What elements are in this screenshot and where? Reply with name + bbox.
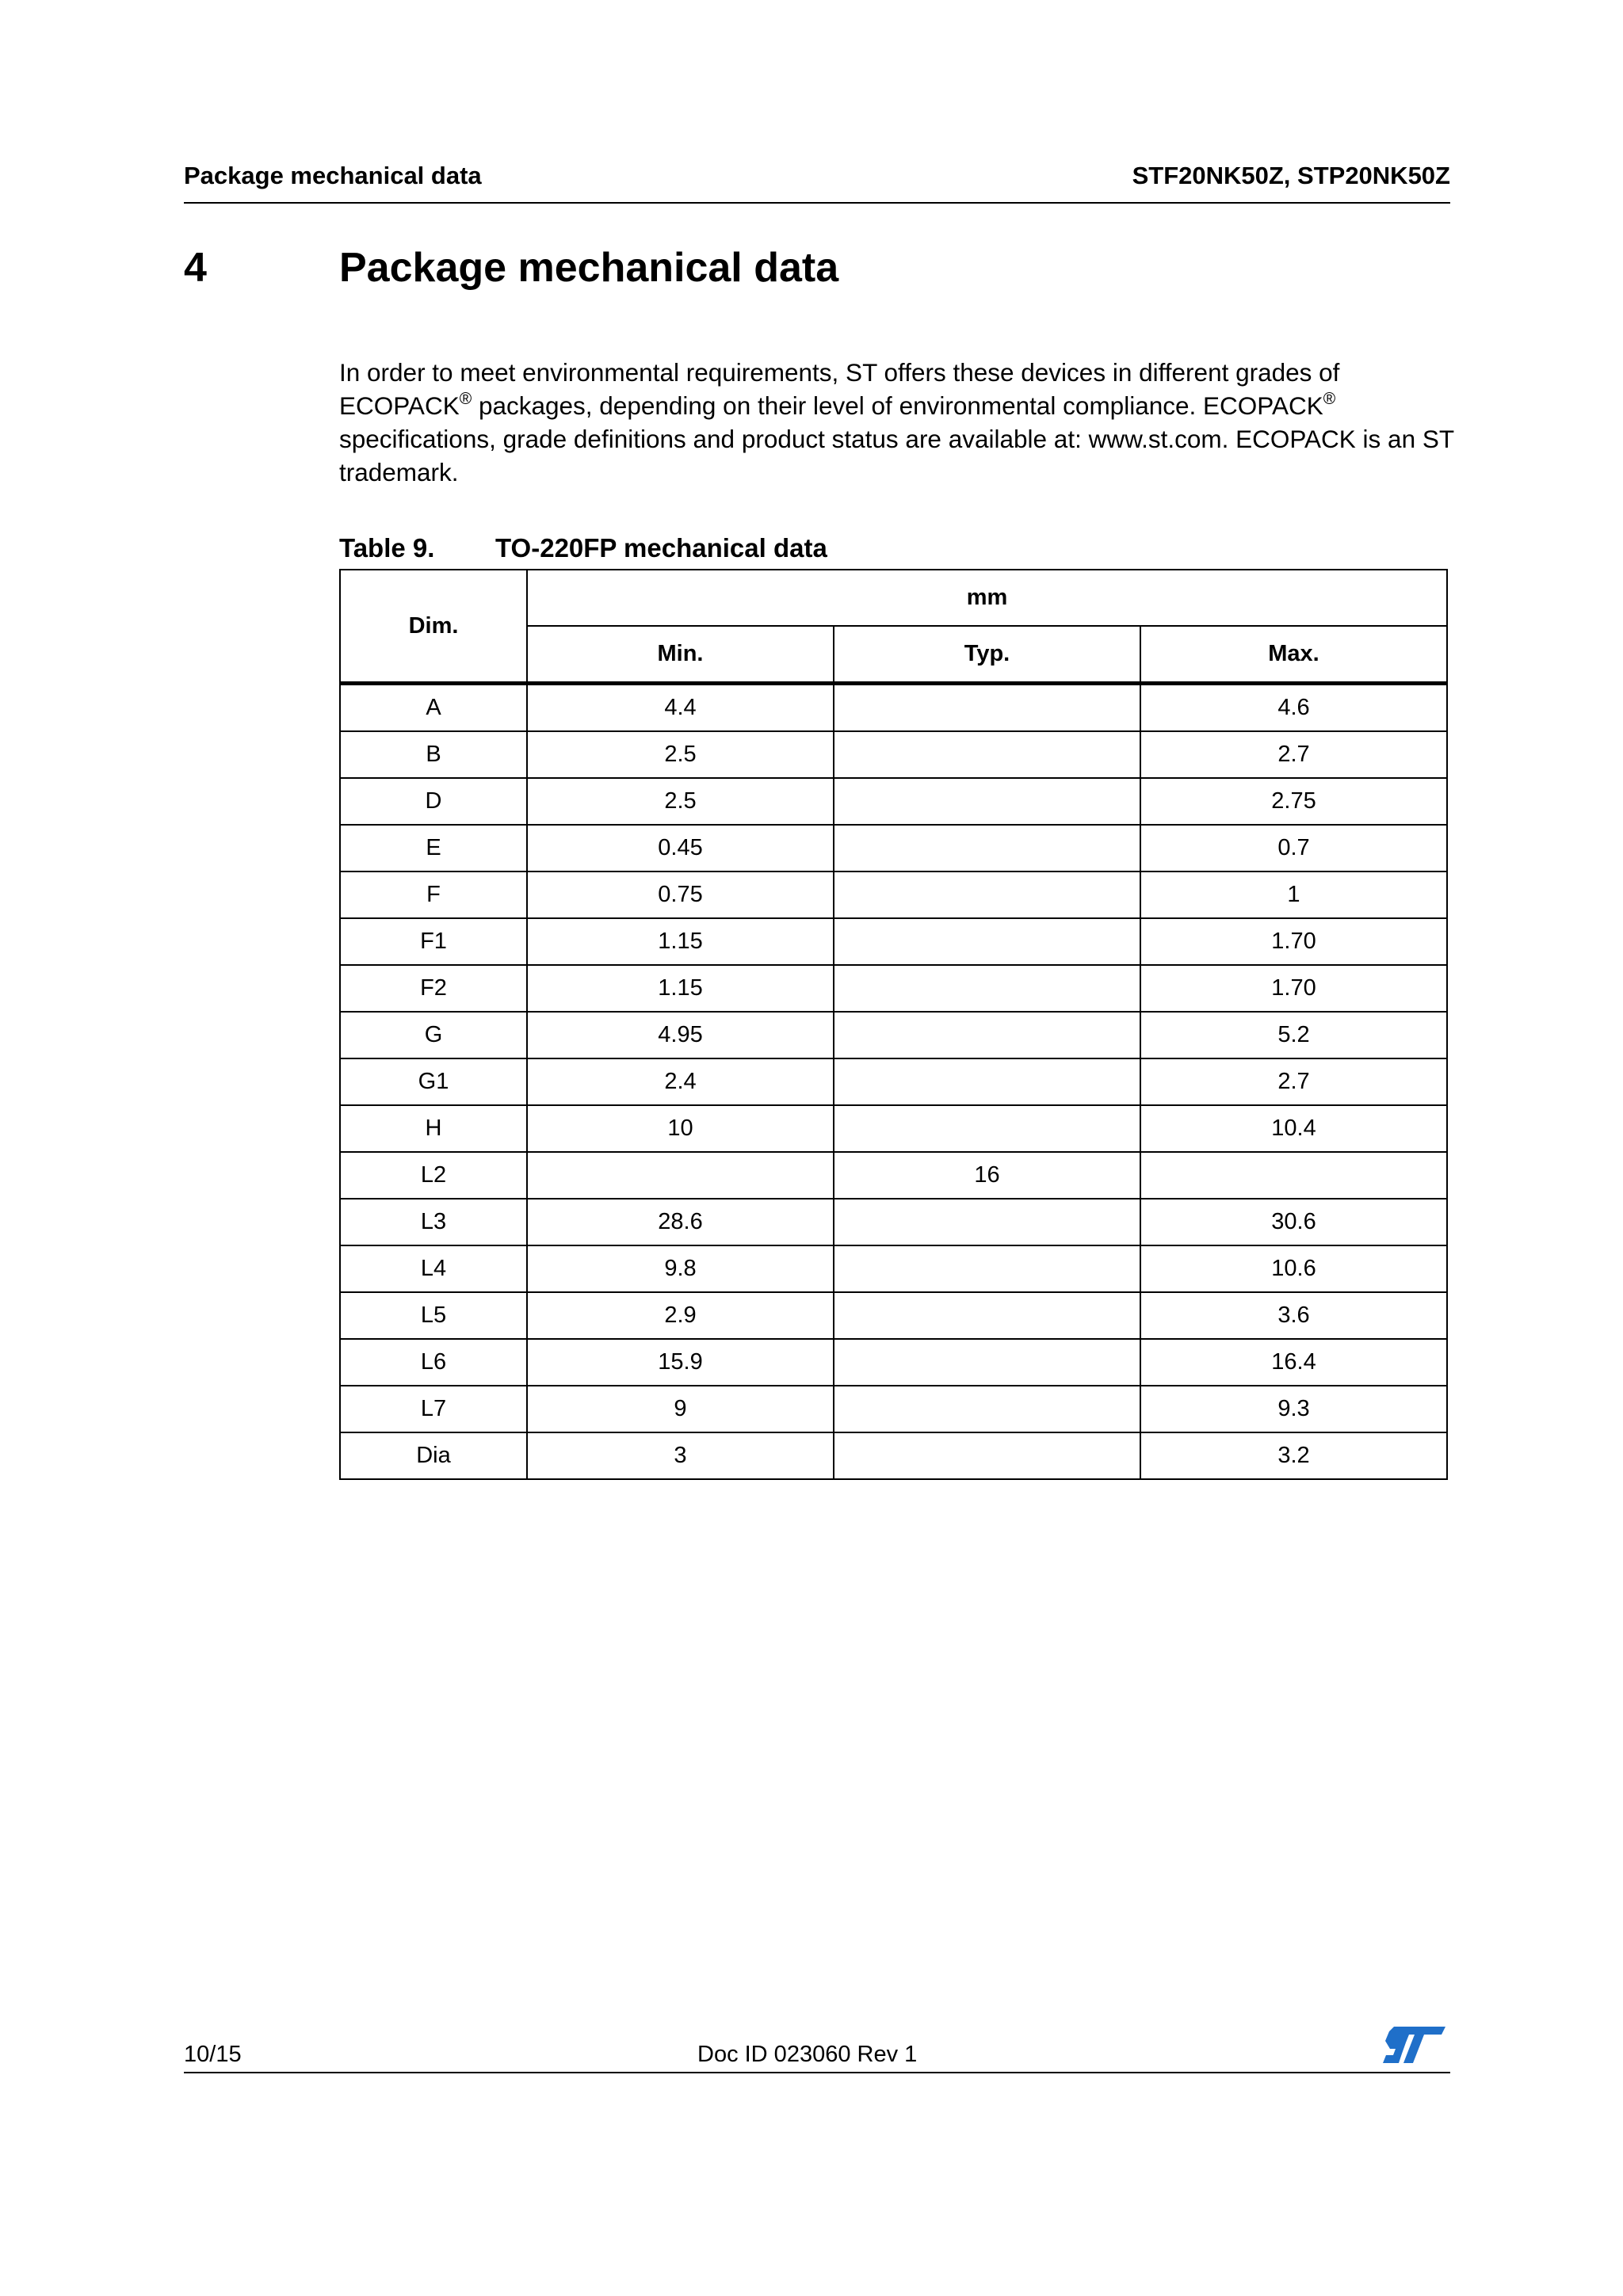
table-row (340, 1292, 1447, 1339)
cell-min: 1.15 (527, 918, 834, 965)
cell-min: 2.9 (527, 1292, 834, 1339)
cell-typ (834, 1105, 1140, 1152)
cell-max (1140, 1152, 1447, 1199)
table-header-row (340, 570, 1447, 626)
cell-dim: L7 (340, 1386, 527, 1432)
cell-dim: Dia (340, 1432, 527, 1479)
cell-max: 10.6 (1140, 1245, 1447, 1292)
cell-min (527, 1152, 834, 1199)
cell-dim: G (340, 1012, 527, 1058)
table-row (340, 871, 1447, 918)
cell-typ (834, 1292, 1140, 1339)
cell-typ (834, 1058, 1140, 1105)
table-row (340, 825, 1447, 871)
cell-dim: B (340, 731, 527, 778)
column-header-dim: Dim. (340, 570, 527, 684)
intro-paragraph (339, 356, 1457, 489)
cell-min: 9.8 (527, 1245, 834, 1292)
cell-typ (834, 778, 1140, 825)
cell-max: 3.6 (1140, 1292, 1447, 1339)
page-number: 10/15 (184, 2042, 242, 2067)
cell-max: 9.3 (1140, 1386, 1447, 1432)
table-row (340, 1432, 1447, 1479)
registered-mark: ® (459, 390, 472, 408)
document-id: Doc ID 023060 Rev 1 (697, 2042, 918, 2067)
table-row (340, 1245, 1447, 1292)
cell-max: 1.70 (1140, 918, 1447, 965)
table-caption (339, 532, 827, 565)
cell-typ (834, 918, 1140, 965)
cell-dim: L3 (340, 1199, 527, 1245)
cell-max: 3.2 (1140, 1432, 1447, 1479)
cell-min: 3 (527, 1432, 834, 1479)
cell-max: 10.4 (1140, 1105, 1447, 1152)
cell-max: 4.6 (1140, 684, 1447, 732)
cell-typ: 16 (834, 1152, 1140, 1199)
column-header-typ: Typ. (834, 626, 1140, 684)
st-logo-icon (1383, 2025, 1446, 2065)
cell-max: 16.4 (1140, 1339, 1447, 1386)
footer-divider (184, 2072, 1450, 2073)
cell-min: 28.6 (527, 1199, 834, 1245)
cell-typ (834, 1199, 1140, 1245)
cell-typ (834, 1245, 1140, 1292)
cell-typ (834, 1339, 1140, 1386)
table-body (340, 684, 1447, 1480)
cell-dim: D (340, 778, 527, 825)
cell-max: 2.75 (1140, 778, 1447, 825)
column-header-unit: mm (527, 570, 1447, 626)
cell-min: 2.5 (527, 778, 834, 825)
cell-min: 1.15 (527, 965, 834, 1012)
cell-max: 2.7 (1140, 1058, 1447, 1105)
table-caption-number: Table 9. (339, 533, 435, 563)
cell-min: 15.9 (527, 1339, 834, 1386)
cell-dim: L2 (340, 1152, 527, 1199)
table-row (340, 1339, 1447, 1386)
table-row (340, 918, 1447, 965)
cell-typ (834, 825, 1140, 871)
table-row (340, 778, 1447, 825)
cell-min: 0.75 (527, 871, 834, 918)
running-header-part-numbers: STF20NK50Z, STP20NK50Z (1132, 162, 1450, 189)
section-number: 4 (184, 245, 207, 291)
cell-typ (834, 731, 1140, 778)
cell-dim: H (340, 1105, 527, 1152)
table-row (340, 1012, 1447, 1058)
table-row (340, 1199, 1447, 1245)
table-row (340, 1386, 1447, 1432)
cell-min: 9 (527, 1386, 834, 1432)
cell-max: 1.70 (1140, 965, 1447, 1012)
cell-min: 10 (527, 1105, 834, 1152)
table-caption-title: TO-220FP mechanical data (495, 533, 827, 563)
cell-dim: L4 (340, 1245, 527, 1292)
cell-max: 30.6 (1140, 1199, 1447, 1245)
cell-dim: F1 (340, 918, 527, 965)
column-header-min: Min. (527, 626, 834, 684)
table-row (340, 965, 1447, 1012)
cell-typ (834, 1386, 1140, 1432)
running-header-title: Package mechanical data (184, 162, 482, 189)
intro-text-3: specifications, grade definitions and product status are available at: www.st.com. ECOPACK is an ST trademark. (339, 425, 1454, 486)
section-title: Package mechanical data (339, 245, 839, 291)
cell-dim: L6 (340, 1339, 527, 1386)
cell-min: 4.4 (527, 684, 834, 732)
cell-max: 0.7 (1140, 825, 1447, 871)
cell-dim: A (340, 684, 527, 732)
intro-text-1: In order to meet environmental requirements, ST offers these devices in different grades of ECOPACK (339, 358, 1340, 420)
cell-typ (834, 1432, 1140, 1479)
table-row (340, 1152, 1447, 1199)
cell-min: 4.95 (527, 1012, 834, 1058)
cell-dim: F (340, 871, 527, 918)
mechanical-data-table (339, 569, 1448, 1480)
cell-max: 2.7 (1140, 731, 1447, 778)
cell-dim: G1 (340, 1058, 527, 1105)
cell-typ (834, 1012, 1140, 1058)
intro-text-2: packages, depending on their level of environmental compliance. ECOPACK (472, 391, 1323, 420)
table-row (340, 684, 1447, 732)
table-row (340, 1105, 1447, 1152)
table-row (340, 731, 1447, 778)
cell-typ (834, 871, 1140, 918)
column-header-max: Max. (1140, 626, 1447, 684)
header-divider (184, 202, 1450, 204)
table-row (340, 1058, 1447, 1105)
cell-min: 2.5 (527, 731, 834, 778)
cell-max: 1 (1140, 871, 1447, 918)
cell-dim: L5 (340, 1292, 527, 1339)
cell-max: 5.2 (1140, 1012, 1447, 1058)
cell-typ (834, 684, 1140, 732)
cell-typ (834, 965, 1140, 1012)
cell-min: 2.4 (527, 1058, 834, 1105)
cell-dim: F2 (340, 965, 527, 1012)
registered-mark: ® (1323, 390, 1336, 408)
cell-dim: E (340, 825, 527, 871)
cell-min: 0.45 (527, 825, 834, 871)
